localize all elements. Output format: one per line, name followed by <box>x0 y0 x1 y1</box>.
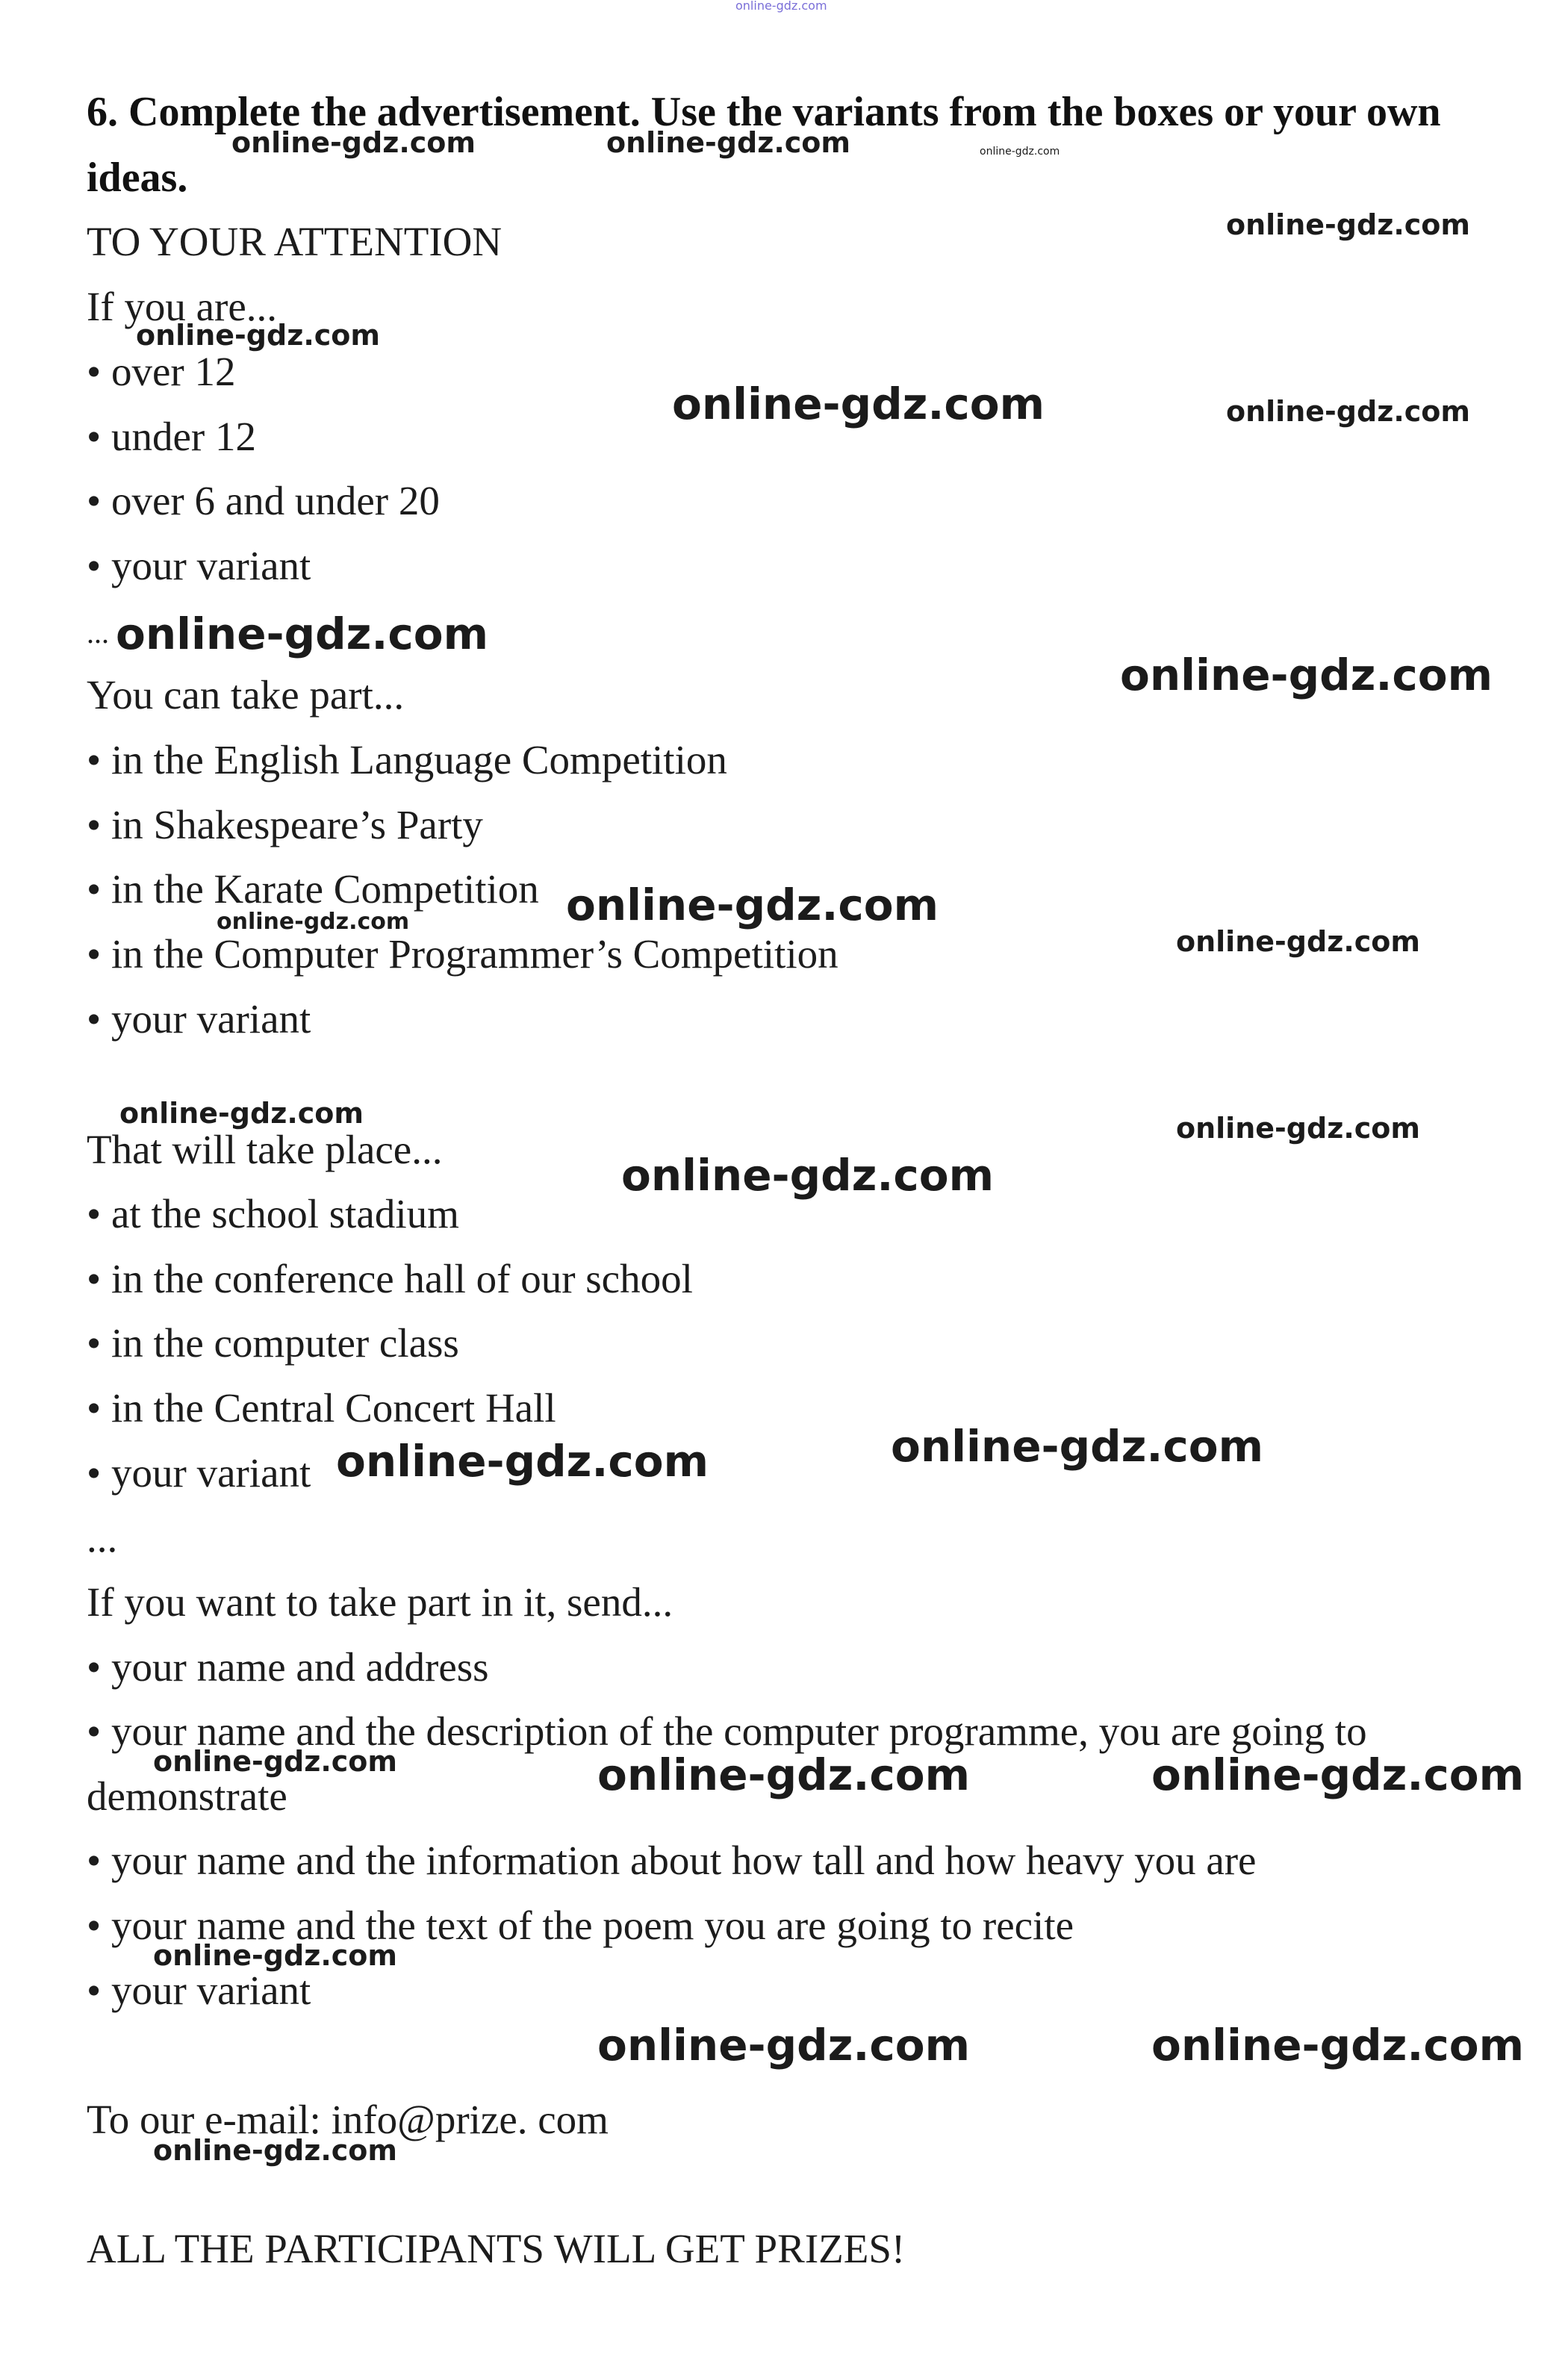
send-option: • your name and address <box>87 1644 489 1690</box>
competition-option: • in Shakespeare’s Party <box>87 802 483 847</box>
closing-line: ALL THE PARTICIPANTS WILL GET PRIZES! <box>87 2226 906 2271</box>
send-option-continuation: demonstrate <box>87 1773 287 1819</box>
send-option: • your variant <box>87 1967 311 2013</box>
send-option: • your name and the text of the poem you are going to recite <box>87 1903 1074 1948</box>
age-intro: If you are... <box>87 284 278 329</box>
watermark: online-gdz.com <box>217 909 410 935</box>
watermark: online-gdz.com <box>1176 925 1420 958</box>
watermark: online-gdz.com <box>621 1150 995 1201</box>
age-option: • under 12 <box>87 414 256 459</box>
watermark: online-gdz.com <box>1151 2020 1525 2071</box>
competition-option: • in the Computer Programmer’s Competition <box>87 931 839 977</box>
send-intro: If you want to take part in it, send... <box>87 1579 673 1625</box>
place-option: • in the computer class <box>87 1320 459 1366</box>
watermark: online-gdz.com <box>891 1421 1264 1472</box>
watermark: online-gdz.com <box>153 1939 397 1972</box>
watermark: online-gdz.com <box>119 1097 364 1130</box>
age-option: • your variant <box>87 543 311 588</box>
watermark: online-gdz.com <box>153 2134 397 2167</box>
watermark: online-gdz.com <box>336 1436 709 1487</box>
watermark: online-gdz.com <box>231 126 476 159</box>
watermark: online-gdz.com <box>566 880 939 930</box>
competition-option: • in the Karate Competition <box>87 866 539 912</box>
send-option: • your name and the information about how tall and how heavy you are <box>87 1838 1257 1883</box>
age-option: • over 12 <box>87 349 236 394</box>
watermark: online-gdz.com <box>153 1745 397 1778</box>
ellipsis: ... <box>87 1515 118 1561</box>
watermark: online-gdz.com <box>672 379 1045 429</box>
watermark: online-gdz.com <box>735 0 827 13</box>
place-intro: That will take place... <box>87 1127 443 1172</box>
exercise-heading-line-1: 6. Complete the advertisement. Use the variants from the boxes or your own <box>87 89 1441 135</box>
competition-intro: You can take part... <box>87 672 405 718</box>
ellipsis: ... <box>87 616 109 650</box>
competition-option: • in the English Language Competition <box>87 737 727 783</box>
watermark: online-gdz.com <box>1120 650 1493 700</box>
watermark: online-gdz.com <box>1176 1112 1420 1145</box>
ad-title: TO YOUR ATTENTION <box>87 219 503 264</box>
place-option: • in the Central Concert Hall <box>87 1385 556 1431</box>
send-option: • your name and the description of the computer programme, you are going to <box>87 1708 1367 1754</box>
watermark: online-gdz.com <box>1226 395 1470 428</box>
watermark: online-gdz.com <box>597 2020 971 2071</box>
watermark: online-gdz.com <box>116 609 489 659</box>
watermark: online-gdz.com <box>980 146 1060 158</box>
place-option: • at the school stadium <box>87 1191 459 1236</box>
place-option: • your variant <box>87 1450 311 1496</box>
watermark: online-gdz.com <box>136 319 380 352</box>
age-option: • over 6 and under 20 <box>87 478 440 523</box>
watermark: online-gdz.com <box>597 1749 971 1800</box>
watermark: online-gdz.com <box>1151 1749 1525 1800</box>
watermark: online-gdz.com <box>606 126 850 159</box>
exercise-heading-line-2: ideas. <box>87 155 188 201</box>
email-line: To our e-mail: info@prize. com <box>87 2097 609 2142</box>
place-option: • in the conference hall of our school <box>87 1256 693 1301</box>
watermark: online-gdz.com <box>1226 208 1470 241</box>
competition-option: • your variant <box>87 996 311 1042</box>
